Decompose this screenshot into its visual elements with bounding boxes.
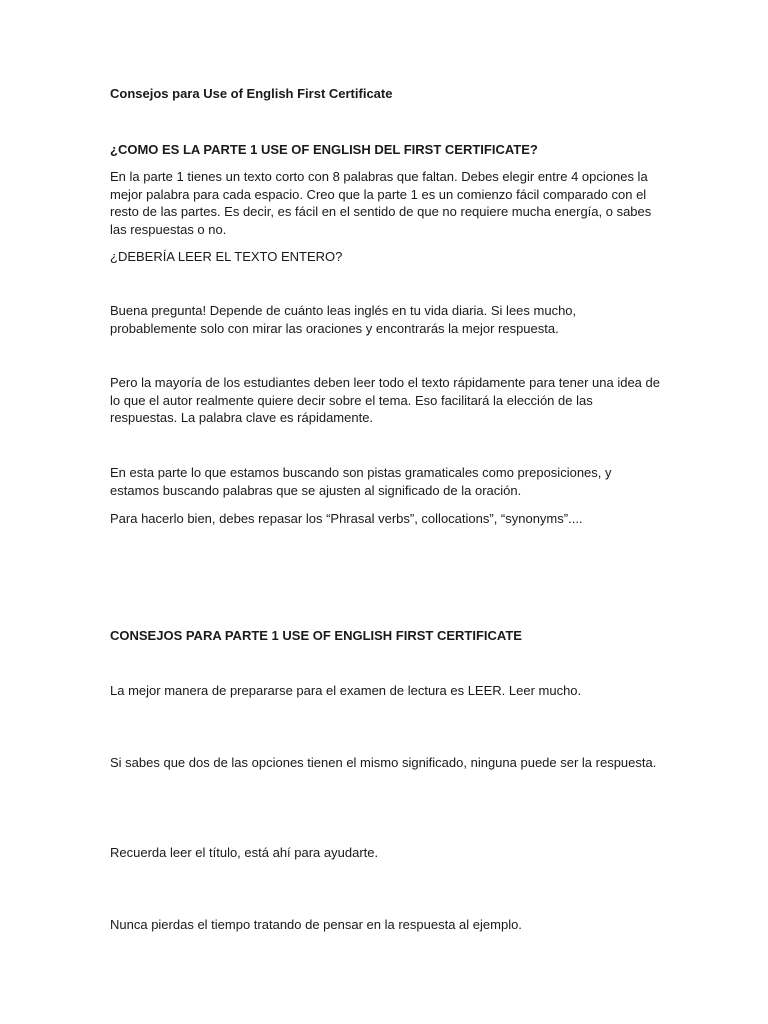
tip-item: Si sabes que dos de las opciones tienen el mismo significado, ninguna puede ser la respuesta. xyxy=(110,755,657,770)
section-heading-parte1: ¿COMO ES LA PARTE 1 USE OF ENGLISH DEL FIRST CERTIFICATE? xyxy=(110,142,538,157)
paragraph-answer-3: En esta parte lo que estamos buscando son pistas gramaticales como preposiciones, y estamos buscando palabras que se ajusten al significado de la oración. xyxy=(110,465,612,498)
paragraph-question: ¿DEBERÍA LEER EL TEXTO ENTERO? xyxy=(110,249,343,264)
tip-item: Recuerda leer el título, está ahí para ayudarte. xyxy=(110,845,379,860)
paragraph-answer-1: Buena pregunta! Depende de cuánto leas inglés en tu vida diaria. Si lees mucho, probablemente solo con mirar las oraciones y encontrarás la mejor respuesta. xyxy=(110,303,577,336)
paragraph-answer-4: Para hacerlo bien, debes repasar los “Phrasal verbs”, collocations”, “synonyms”.... xyxy=(110,511,583,526)
tip-item: La mejor manera de prepararse para el examen de lectura es LEER. Leer mucho. xyxy=(110,683,582,698)
section-heading-consejos: CONSEJOS PARA PARTE 1 USE OF ENGLISH FIRST CERTIFICATE xyxy=(110,628,522,643)
paragraph-answer-2: Pero la mayoría de los estudiantes deben leer todo el texto rápidamente para tener una idea de lo que el autor realmente quiere decir sobre el tema. Eso facilitará la elección de las respuestas. La palabra clave es rápidamente. xyxy=(110,375,660,425)
tip-item: Nunca pierdas el tiempo tratando de pensar en la respuesta al ejemplo. xyxy=(110,917,522,932)
document-title: Consejos para Use of English First Certificate xyxy=(110,86,393,101)
paragraph-intro: En la parte 1 tienes un texto corto con 8 palabras que faltan. Debes elegir entre 4 opciones la mejor palabra para cada espacio. Creo que la parte 1 es un comienzo fácil comparado con el resto de las partes. Es decir, es fácil en el sentido de que no requiere mucha energía, o sabes las respuestas o no. xyxy=(110,169,652,237)
